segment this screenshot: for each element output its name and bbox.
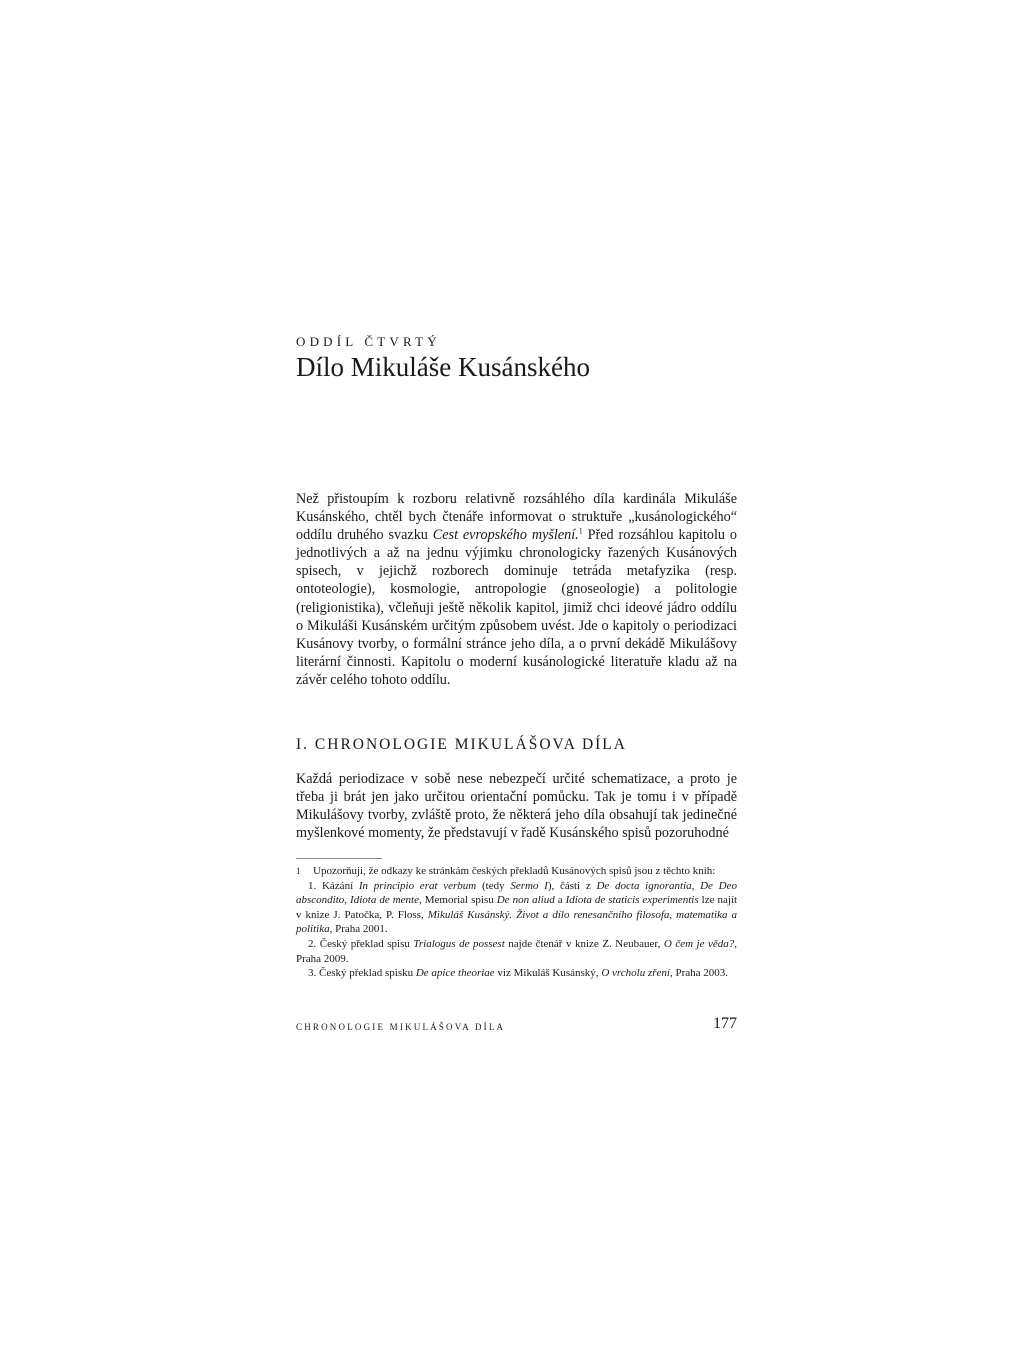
fn-text: ,	[691, 879, 701, 892]
fn-text: , Memorial spisu	[418, 894, 497, 907]
fn-text: (tedy	[476, 879, 511, 892]
fn-text: ,	[344, 894, 351, 907]
fn-title: In principio erat verbum	[358, 879, 477, 892]
fn-title: Mikuláš Kusánský. Život a dílo renesančního filosofa, matematika a politika	[296, 908, 737, 936]
fn-title: Idiota de mente	[350, 894, 419, 907]
section-title: Dílo Mikuláše Kusánského	[296, 352, 590, 382]
page-number: 177	[713, 1015, 737, 1032]
fn-title: Sermo I	[510, 879, 548, 892]
fn-text: , Praha 2001.	[329, 923, 388, 936]
book-page	[296, 0, 737, 1365]
fn-title: Trialogus de possest	[413, 937, 505, 950]
fn-text: , Praha 2009.	[296, 937, 738, 965]
footnotes	[296, 864, 737, 981]
fn-text: a	[554, 894, 566, 907]
footnote-item-3	[296, 966, 737, 981]
footnote-mark: 1	[296, 866, 301, 876]
intro-paragraph	[296, 490, 737, 689]
chapter-heading: I. CHRONOLOGIE MIKULÁŠOVA DÍLA	[296, 736, 627, 753]
fn-text: ), části z	[547, 879, 597, 892]
fn-text: , Praha 2003.	[669, 967, 728, 980]
fn-text: viz Mikuláš Kusánský,	[494, 967, 602, 980]
fn-title: De apice theoriae	[415, 967, 495, 980]
fn-title: Idiota de staticis experimentis	[565, 894, 699, 907]
footnote-item-2	[296, 937, 737, 966]
fn-text: 1. Kázání	[308, 879, 359, 892]
chapter-paragraph: Každá periodizace v sobě nese nebezpečí určité schematizace, a proto je třeba ji brát jen jako určitou orientační pomůcku. Tak je tomu i v případě Mikulášovy tvorby, zvláště proto, že některá jeho díla obsahují tak jedinečné myšlenkové momenty, že představují v řadě Kusánského spisů pozoruhodné	[296, 771, 737, 842]
fn-title: De docta ignorantia	[596, 879, 692, 892]
footnote-divider	[296, 858, 382, 859]
fn-title: O čem je věda?	[663, 937, 735, 950]
running-head: CHRONOLOGIE MIKULÁŠOVA DÍLA	[296, 1022, 506, 1032]
footnote-1	[296, 864, 737, 879]
fn-text: najde čtenář v knize Z. Neubauer,	[504, 937, 664, 950]
footnote-ref-1: 1	[578, 526, 583, 536]
fn-text: 3. Český překlad spisku	[308, 967, 416, 980]
fn-text: 2. Český překlad spisu	[308, 937, 414, 950]
fn-text: lze najít v knize J. Patočka, P. Floss,	[296, 894, 738, 921]
intro-text-end: Před rozsáhlou kapitolu o jednotlivých a až na jednu výjimku chronologicky řazených Kusánových spisech, v jejichž rozborech dominuje tetráda metafyzika (resp. ontoteologie), kosmologie, antropologie (gnoseologie) a politologie (religionistika), včleňuji ještě několik kapitol, jimiž chci ideové jádro oddílu o Mikuláši Kusánském určitým způsobem uvést. Jde o kapitoly o periodizaci Kusánovy tvorby, o formální stránce jeho díla, a o první dekádě Mikulášovy literární činnosti. Kapitolu o moderní kusánologické literatuře kladu až na závěr celého tohoto oddílu.	[296, 527, 737, 688]
fn-title: De non aliud	[496, 894, 555, 907]
fn-title: De Deo abscondito	[296, 879, 737, 907]
footnote-intro: Upozorňuji, že odkazy ke stránkám českých překladů Kusánových spisů jsou z těchto knih:	[313, 865, 716, 877]
section-kicker: ODDÍL ČTVRTÝ	[296, 334, 441, 349]
intro-book-title: Cest evropského myšlení.	[432, 527, 579, 544]
fn-title: O vrcholu zření	[601, 967, 670, 980]
intro-text-start: Než přistoupím k rozboru relativně rozsáhlého díla kardinála Mikuláše Kusánského, chtěl bych čtenáře informovat o struktuře „kusánologického“ oddílu druhého svazku	[296, 491, 737, 544]
footnote-item-1	[296, 879, 737, 937]
